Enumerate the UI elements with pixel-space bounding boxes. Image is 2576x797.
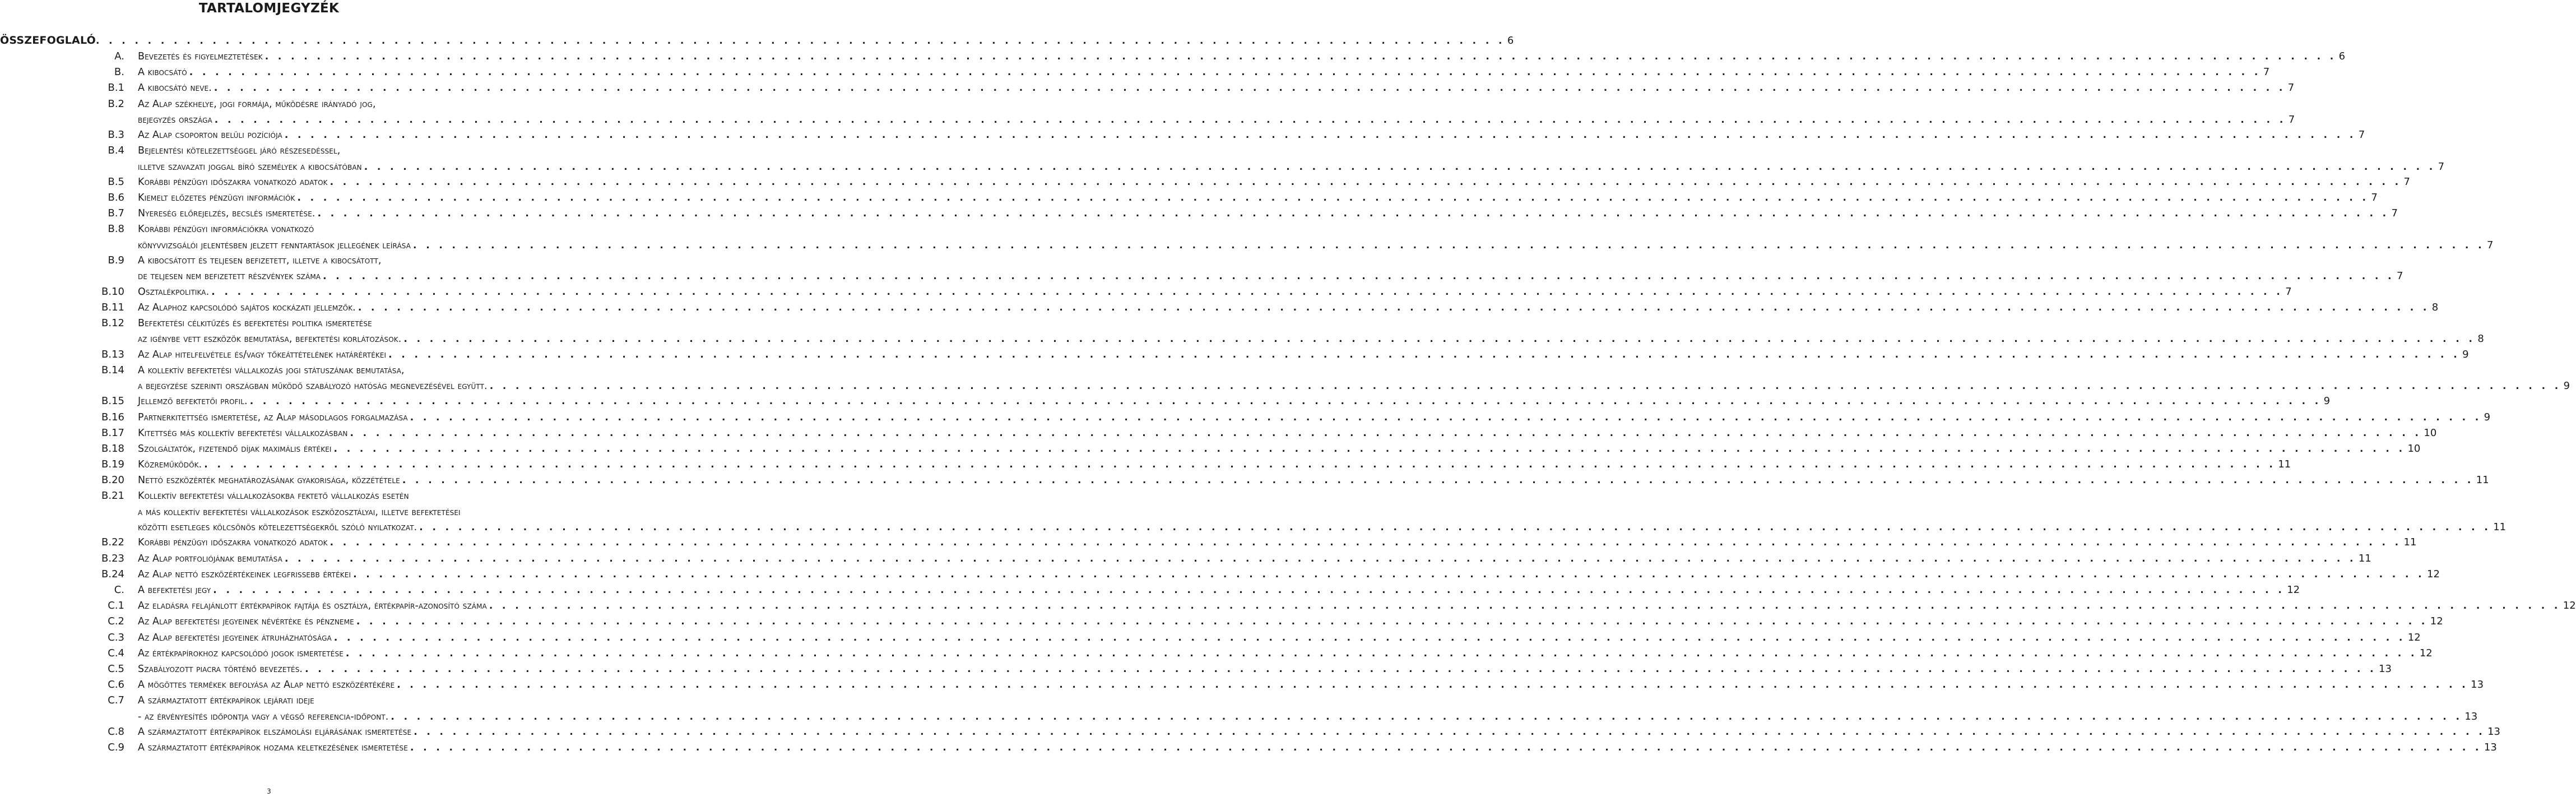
toc-entry-continuation-row[interactable] bbox=[0, 238, 2494, 253]
toc-entry-page: 13 bbox=[2487, 725, 2501, 738]
toc-entry-title: Jellemző befektetői profil. bbox=[138, 396, 248, 407]
toc-entry-title: Az Alap nettó eszközértékeinek legfrissebb értékei bbox=[138, 568, 351, 580]
toc-entry-page: 7 bbox=[2391, 207, 2398, 220]
toc-entry-number: B.9 bbox=[108, 254, 124, 267]
toc-entry-number: B.1 bbox=[108, 82, 124, 94]
toc-entry-number: B.19 bbox=[101, 458, 124, 471]
toc-entry-number: B.20 bbox=[101, 474, 124, 486]
toc-entry-number: B.18 bbox=[101, 442, 124, 455]
toc-entry-page: 7 bbox=[2397, 270, 2403, 282]
toc-entry-page: 7 bbox=[2438, 160, 2445, 173]
toc-entry-page: 12 bbox=[2427, 568, 2440, 580]
toc-entry-row[interactable] bbox=[0, 740, 2497, 756]
toc-entry-title: Az Alap befektetési jegyeinek átruházhatósága bbox=[138, 632, 332, 643]
toc-entry-page: 7 bbox=[2403, 175, 2410, 188]
toc-entry-continuation-row[interactable] bbox=[0, 709, 2478, 724]
toc-entry-row[interactable] bbox=[0, 441, 2421, 457]
leader-dots: . . . . . . . . . . . . . . . . . . . . . . . . . . . . . . . . . . . . . . . . . . . . . . . . . . . . . . . . . . . . . . . . . . . . . . . . . . . . . . . . . . . . . . . . . . . . . . . . . . . . . . . . . . . . . . . . . . . . . . . . . . . . . . . . . . . . . . . . . . . . . . . . . . . . . . . . . . . . . . . . bbox=[333, 443, 2406, 455]
toc-entry-page: 13 bbox=[2464, 710, 2478, 722]
leader-dots: . . . . . . . . . . . . . . . . . . . . . . . . . . . . . . . . . . . . . . . . . . . . . . . . . . . . . . . . . . . . . . . . . . . . . . . . . . . . . . . . . . . . . . . . . . . . . . . . . . . . . . . . . . . . . . . . . . . . . . . . . . . . . . . . . . . . . . . . . . . . . . . . . . . . . . . . . . . . . . . . bbox=[353, 568, 2425, 580]
toc-entry-title: A kibocsátó bbox=[138, 67, 187, 78]
toc-entry-row[interactable] bbox=[0, 457, 2291, 472]
toc-entry-page: 11 bbox=[2476, 474, 2489, 486]
toc-entry-title: A származtatott értékpapírok lejárati ideje bbox=[138, 695, 314, 707]
toc-entry-row[interactable] bbox=[0, 206, 2398, 221]
toc-entry-title: Szolgáltatók, fizetendő díjak maximális értékei bbox=[138, 443, 332, 455]
toc-entry-row[interactable] bbox=[0, 143, 538, 159]
toc-entry-title: Az Alap portfoliójának bemutatása bbox=[138, 553, 282, 564]
toc-entry-title: a bejegyzése szerinti országban működő szabályozó hatóság megnevezésével együtt. bbox=[138, 380, 488, 392]
toc-entry-page: 9 bbox=[2323, 395, 2331, 407]
toc-entry-page: 11 bbox=[2403, 536, 2417, 549]
toc-entry-number: B.24 bbox=[101, 568, 124, 580]
toc-entry-title: Befektetési célkitűzés és befektetési politika ismertetése bbox=[138, 318, 372, 329]
toc-entry-page: 11 bbox=[2358, 552, 2371, 564]
toc-entry-title: Korábbi pénzügyi időszakra vonatkozó adatok bbox=[138, 176, 328, 188]
toc-entry-title: Az Alaphoz kapcsolódó sajátos kockázati jellemzők. bbox=[138, 302, 356, 313]
toc-entry-number: B.6 bbox=[108, 192, 124, 204]
toc-entry-number: B.16 bbox=[101, 411, 124, 423]
toc-entry-page: 6 bbox=[2338, 50, 2346, 62]
leader-dots: . . . . . . . . . . . . . . . . . . . . . . . . . . . . . . . . . . . . . . . . . . . . . . . . . . . . . . . . . . . . . . . . . . . . . . . . . . . . . . . . . . . . . . . . . . . . . . . . . . . . . . . . . . . . . . . . . . . . . . . . . . . . . . . . . . . . . . . . . . . . . . . . . . . . . . . . . . . . . . . . bbox=[214, 114, 2286, 126]
toc-entry-title: Bejelentési kötelezettséggel járó részesedéssel, bbox=[138, 145, 341, 157]
leader-dots: . . . . . . . . . . . . . . . . . . . . . . . . . . . . . . . . . . . . . . . . . . . . . . . . . . . . . . . . . . . . . . . . . . . . . . . . . . . . . . . . . . . . . . . . . . . . . . . . . . . . . . . . . . . . . . . . . . . . . . . . . . . . . . . . . . . . . . . . . . . . . . . . . . . . . . . . . . . . . . . . bbox=[329, 176, 2402, 188]
toc-entry-title: Nettó eszközérték meghatározásának gyakorisága, közzététele bbox=[138, 475, 400, 486]
summary-label: ÖSSZEFOGLALÓ bbox=[0, 34, 96, 47]
toc-entry-title: Osztalékpolitika. bbox=[138, 286, 210, 298]
toc-entry-number: B.14 bbox=[101, 364, 124, 376]
toc-entry-continuation-row[interactable] bbox=[0, 268, 2403, 284]
toc-entry-title: A kibocsátó neve. bbox=[138, 82, 212, 94]
toc-entry-number: B. bbox=[114, 66, 124, 78]
leader-dots: . . . . . . . . . . . . . . . . . . . . . . . . . . . . . . . . . . . . . . . . . . . . . . . . . . . . . . . . . . . . . . . . . . . . . . . . . . . . . . . . . . . . . . . . . . . . . . . . . . . . . . . . . . . . . . . . . . . . . . . . . . . . . . . . . . . . . . . . . . . . . . . . . . . . . . . . . . . . . . . . bbox=[414, 726, 2486, 738]
toc-entry-number: B.15 bbox=[101, 395, 124, 407]
toc-entry-row[interactable] bbox=[0, 598, 2576, 614]
toc-entry-page: 7 bbox=[2263, 66, 2270, 78]
toc-entry-title: A származtatott értékpapírok hozama keletkezésének ismertetése bbox=[138, 742, 408, 754]
toc-entry-page: 13 bbox=[2379, 662, 2392, 675]
toc-entry-page: 8 bbox=[2431, 301, 2439, 313]
toc-entry-row[interactable] bbox=[0, 253, 538, 268]
toc-entry-number: B.12 bbox=[101, 317, 124, 329]
toc-entry-title: Kollektív befektetési vállalkozásokba fektető vállalkozás esetén bbox=[138, 490, 409, 502]
leader-dots: . . . . . . . . . . . . . . . . . . . . . . . . . . . . . . . . . . . . . . . . . . . . . . . . . . . . . . . . . . . . . . . . . . . . . . . . . . . . . . . . . . . . . . . . . . . . . . . . . . . . . . . . . . . . . . . . . . . . . . . . . . . . . . . . . . . . . . . . . . . . . . . . . . . . . . . . . . . . . . . . bbox=[410, 742, 2482, 754]
toc-entry-continuation-row[interactable] bbox=[0, 378, 2570, 393]
toc-entry-title: Az Alap csoporton belüli pozíciója bbox=[138, 129, 282, 141]
toc-entry-title: bejegyzés országa bbox=[138, 114, 212, 126]
toc-entry-title: illetve szavazati joggal bíró személyek a kibocsátóban bbox=[138, 161, 362, 173]
toc-entry-number: B.23 bbox=[101, 552, 124, 564]
leader-dots: . . . . . . . . . . . . . . . . . . . . . . . . . . . . . . . . . . . . . . . . . . . . . . . . . . . . . . . . . . . . . . . . . . . . . . . . . . . . . . . . . . . . . . . . . . . . . . . . . . . . . . . . . . . . . . . . . . . . . . . . . . . . . . . . . . . . . . . . . . . . . . . . . . . . . . . . . . . . . . . . bbox=[213, 585, 2285, 596]
toc-entry-row[interactable] bbox=[0, 677, 2484, 693]
toc-entry-title: Szabályozott piacra történő bevezetés. bbox=[138, 663, 303, 675]
toc-entry-title: Közreműködők. bbox=[138, 459, 202, 471]
toc-entry-title: Az Alap székhelye, jogi formája, működésre irányadó jog, bbox=[138, 98, 376, 110]
toc-entry-number: B.5 bbox=[108, 175, 124, 188]
toc-entry-title: a más kollektív befektetési vállalkozások eszközosztályai, illetve befektetései bbox=[138, 506, 461, 518]
leader-dots: . . . . . . . . . . . . . . . . . . . . . . . . . . . . . . . . . . . . . . . . . . . . . . . . . . . . . . . . . . . . . . . . . . . . . . . . . . . . . . . . . . . . . . . . . . . . . . . . . . . . . . . . . . . . . . . . . . . . . . . . . . . . . . . . . . . . . . . . . . . . . . . . . . . . . . . . . . . . . . . . bbox=[305, 663, 2377, 675]
toc-entry-continuation-row[interactable] bbox=[0, 331, 2484, 346]
toc-entry-page: 7 bbox=[2486, 239, 2494, 251]
toc-entry-title: A befektetési jegy bbox=[138, 585, 211, 596]
toc-entry-page: 7 bbox=[2288, 113, 2295, 126]
toc-entry-page: 10 bbox=[2424, 427, 2437, 439]
leader-dots: . . . . . . . . . . . . . . . . . . . . . . . . . . . . . . . . . . . . . . . . . . . . . . . . . . . . . . . . . . . . . . . . . . . . . . . . . . . . . . . . . . . . . . . . . . . . . . . . . . . . . . . . . . . . . . . . . . . . . . . . . . . . . . . . . . . . . . . . . . . . . . . . . . . . . . . . . . . . . . . . bbox=[264, 51, 2337, 62]
toc-entry-number: C.6 bbox=[108, 679, 124, 691]
toc-entry-page: 11 bbox=[2278, 458, 2291, 471]
leader-dots: . . . . . . . . . . . . . . . . . . . . . . . . . . . . . . . . . . . . . . . . . . . . . . . . . . . . . . . . . . . . . . . . . . . . . . . . . . . . . . . . . . . . . . . . . . . . . . . . . . . . . . . . . . . . . . . . . . . . . . . . . . . . . . . . . . . . . . . . . . . . . . . . . . . . . . . . . . . . . . . . bbox=[358, 302, 2430, 313]
toc-entry-row[interactable] bbox=[0, 80, 2295, 96]
toc-entry-page: 12 bbox=[2407, 631, 2421, 643]
leader-dots: . . . . . . . . . . . . . . . . . . . . . . . . . . . . . . . . . . . . . . . . . . . . . . . . . . . . . . . . . . . . . . . . . . . . . . . . . . . . . . . . . . . . . . . . . . . . . . . . . . . . . . . . . . . . . . . . . . . . . . . . . . . . . . . . . . . . . . . . . . . . . . . . . . . . . . . . . . . . . . . . bbox=[249, 396, 2322, 407]
leader-dots: . . . . . . . . . . . . . . . . . . . . . . . . . . . . . . . . . . . . . . . . . . . . . . . . . . . . . . . . . . . . . . . . . . . . . . . . . . . . . . . . . . . . . . . . . . . . . . . . . . . . . . . . . . . . . . . . . . . . . . . . . . . . . . . . . . . . . . . . . . . . . . . . . . . . . . . . . . . . . . . . bbox=[402, 475, 2474, 486]
toc-entry-row[interactable] bbox=[0, 174, 2410, 190]
leader-dots: . . . . . . . . . . . . . . . . . . . . . . . . . . . . . . . . . . . . . . . . . . . . . . . . . . . . . . . . . . . . . . . . . . . . . . . . . . . . . . . . . . . . . . . . . . . . . . . . . . . . . . . . . . . . . bbox=[95, 35, 1505, 47]
toc-entry-number: B.3 bbox=[108, 129, 124, 141]
toc-entry-title: Az Alap befektetési jegyeinek névértéke és pénzneme bbox=[138, 616, 354, 628]
toc-entry-number: B.22 bbox=[101, 536, 124, 549]
toc-entry-page: 12 bbox=[2287, 584, 2300, 596]
leader-dots: . . . . . . . . . . . . . . . . . . . . . . . . . . . . . . . . . . . . . . . . . . . . . . . . . . . . . . . . . . . . . . . . . . . . . . . . . . . . . . . . . . . . . . . . . . . . . . . . . . . . . . . . . . . . . . . . . . . . . . . . . . . . . . . . . . . . . . . . . . . . . . . . . . . . . . . . . . . . . . . . bbox=[413, 239, 2485, 251]
toc-entry-number: B.2 bbox=[108, 98, 124, 110]
toc-entry-page: 8 bbox=[2477, 333, 2484, 345]
toc-entry-row[interactable] bbox=[0, 393, 2331, 409]
toc-entry-row[interactable] bbox=[0, 300, 2439, 316]
toc-entry-row[interactable] bbox=[0, 64, 2270, 80]
toc-entry-title: de teljesen nem befizetett részvények száma bbox=[138, 271, 321, 282]
toc-entry-number: B.11 bbox=[101, 301, 124, 313]
toc-entry-number: B.10 bbox=[101, 285, 124, 298]
leader-dots: . . . . . . . . . . . . . . . . . . . . . . . . . . . . . . . . . . . . . . . . . . . . . . . . . . . . . . . . . . . . . . . . . . . . . . . . . . . . . . . . . . . . . . . . . . . . . . . . . . . . . . . . . . . . . . . . . . . . . . . . . . . . . . . . . . . . . . . . . . . . . . . . . . . . . . . . . . . . . . . . bbox=[489, 380, 2561, 392]
leader-dots: . . . . . . . . . . . . . . . . . . . . . . . . . . . . . . . . . . . . . . . . . . . . . . . . . . . . . . . . . . . . . . . . . . . . . . . . . . . . . . . . . . . . . . . . . . . . . . . . . . . . . . . . . . . . . . . . . . . . . . . . . . . . . . . . . . . . . . . . . . . . . . . . . . . . . . . . . . . . . . . . bbox=[403, 333, 2476, 345]
toc-entry-row[interactable] bbox=[0, 661, 2392, 677]
page-title: TARTALOMJEGYZÉK bbox=[198, 1, 340, 16]
leader-dots: . . . . . . . . . . . . . . . . . . . . . . . . . . . . . . . . . . . . . . . . . . . . . . . . . . . . . . . . . . . . . . . . . . . . . . . . . . . . . . . . . . . . . . . . . . . . . . . . . . . . . . . . . . . . . . . . . . . . . . . . . . . . . . . . . . . . . . . . . . . . . . . . . . . . . . . . . . . . . . . . bbox=[204, 459, 2276, 471]
toc-entry-row[interactable] bbox=[0, 567, 2440, 582]
toc-entry-row[interactable] bbox=[0, 316, 538, 331]
toc-entry-page: 7 bbox=[2287, 82, 2295, 94]
toc-entry-number: C.8 bbox=[108, 725, 124, 738]
toc-entry-page: 7 bbox=[2358, 129, 2365, 141]
toc-entry-page: 9 bbox=[2484, 411, 2491, 423]
toc-entry-page: 13 bbox=[2484, 742, 2497, 754]
toc-entry-number: B.8 bbox=[108, 223, 124, 235]
toc-entry-title: Kitettség más kollektív befektetési vállalkozásban bbox=[138, 427, 348, 439]
leader-dots: . . . . . . . . . . . . . . . . . . . . . . . . . . . . . . . . . . . . . . . . . . . . . . . . . . . . . . . . . . . . . . . . . . . . . . . . . . . . . . . . . . . . . . . . . . . . . . . . . . . . . . . . . . . . . . . . . . . . . . . . . . . . . . . . . . . . . . . . . . . . . . . . . . . . . . . . . . . . . . . . bbox=[397, 679, 2469, 691]
toc-entry-page: 12 bbox=[2563, 600, 2576, 612]
summary-page: 6 bbox=[1507, 35, 1514, 47]
toc-summary-row[interactable] bbox=[0, 33, 1514, 49]
toc-entry-title: Korábbi pénzügyi időszakra vonatkozó adatok bbox=[138, 537, 328, 549]
toc-entry-row[interactable] bbox=[0, 724, 2501, 740]
toc-entry-title: A mögöttes termékek befolyása az Alap nettó eszközértékére bbox=[138, 679, 395, 691]
toc-entry-row[interactable] bbox=[0, 472, 2489, 488]
toc-entry-page: 13 bbox=[2471, 679, 2484, 691]
toc-entry-row[interactable] bbox=[0, 488, 538, 504]
toc-entry-page: 10 bbox=[2407, 442, 2421, 455]
toc-entry-row[interactable] bbox=[0, 49, 2346, 64]
leader-dots: . . . . . . . . . . . . . . . . . . . . . . . . . . . . . . . . . . . . . . . . . . . . . . . . . . . . . . . . . . . . . . . . . . . . . . . . . . . . . . . . . . . . . . . . . . . . . . . . . . . . . . . . . . . . . . . . . . . . . . . . . . . . . . . . . . . . . . . . . . . . . . . . . . . . . . . . . . . . . . . . bbox=[356, 616, 2428, 628]
toc-entry-page: 12 bbox=[2430, 615, 2443, 628]
toc-entry-continuation-row[interactable] bbox=[0, 504, 538, 520]
leader-dots: . . . . . . . . . . . . . . . . . . . . . . . . . . . . . . . . . . . . . . . . . . . . . . . . . . . . . . . . . . . . . . . . . . . . . . . . . . . . . . . . . . . . . . . . . . . . . . . . . . . . . . . . . . . . . . . . . . . . . . . . . . . . . . . . . . . . . . . . . . . . . . . . . . . . . . . . . . . . . . . . bbox=[333, 632, 2406, 643]
toc-entry-number: C.2 bbox=[108, 615, 124, 628]
toc-entry-page: 7 bbox=[2285, 285, 2292, 298]
toc-entry-title: Az eladásra felajánlott értékpapírok fajtája és osztálya, értékpapír-azonosító száma bbox=[138, 600, 487, 612]
leader-dots: . . . . . . . . . . . . . . . . . . . . . . . . . . . . . . . . . . . . . . . . . . . . . . . . . . . . . . . . . . . . . . . . . . . . . . . . . . . . . . . . . . . . . . . . . . . . . . . . . . . . . . . . . . . . . . . . . . . . . . . . . . . . . . . . . . . . . . . . . . . . . . . . . . . . . . . . . . . . . . . . bbox=[323, 271, 2394, 282]
toc-entry-row[interactable] bbox=[0, 582, 2300, 598]
toc-entry-title: könyvvizsgálói jelentésben jelzett fenntartások jellegének leírása bbox=[138, 239, 411, 251]
toc-entry-page: 12 bbox=[2419, 647, 2433, 659]
toc-entry-number: B.13 bbox=[101, 348, 124, 360]
toc-entry-row[interactable] bbox=[0, 646, 2433, 661]
toc-entry-continuation-row[interactable] bbox=[0, 159, 2445, 174]
toc-entry-continuation-row[interactable] bbox=[0, 112, 2295, 127]
toc-entry-page: 9 bbox=[2563, 379, 2570, 392]
leader-dots: . . . . . . . . . . . . . . . . . . . . . . . . . . . . . . . . . . . . . . . . . . . . . . . . . . . . . . . . . . . . . . . . . . . . . . . . . . . . . . . . . . . . . . . . . . . . . . . . . . . . . . . . . . . . . . . . . . . . . . . . . . . . . . . . . . . . . . . . . . . . . . . . . . . . . . . . . . . . . . . . bbox=[213, 82, 2286, 94]
leader-dots: . . . . . . . . . . . . . . . . . . . . . . . . . . . . . . . . . . . . . . . . . . . . . . . . . . . . . . . . . . . . . . . . . . . . . . . . . . . . . . . . . . . . . . . . . . . . . . . . . . . . . . . . . . . . . . . . . . . . . . . . . . . . . . . . . . . . . . . . . . . . . . . . . . . . . . . . . . . . . . . . bbox=[391, 711, 2463, 722]
leader-dots: . . . . . . . . . . . . . . . . . . . . . . . . . . . . . . . . . . . . . . . . . . . . . . . . . . . . . . . . . . . . . . . . . . . . . . . . . . . . . . . . . . . . . . . . . . . . . . . . . . . . . . . . . . . . . . . . . . . . . . . . . . . . . . . . . . . . . . . . . . . . . . . . . . . . . . . . . . . . . . . . bbox=[317, 208, 2389, 220]
leader-dots: . . . . . . . . . . . . . . . . . . . . . . . . . . . . . . . . . . . . . . . . . . . . . . . . . . . . . . . . . . . . . . . . . . . . . . . . . . . . . . . . . . . . . . . . . . . . . . . . . . . . . . . . . . . . . . . . . . . . . . . . . . . . . . . . . . . . . . . . . . . . . . . . . . . . . . . . . . . . . . . . bbox=[350, 427, 2422, 439]
page-number: 3 bbox=[267, 787, 271, 795]
leader-dots: . . . . . . . . . . . . . . . . . . . . . . . . . . . . . . . . . . . . . . . . . . . . . . . . . . . . . . . . . . . . . . . . . . . . . . . . . . . . . . . . . . . . . . . . . . . . . . . . . . . . . . . . . . . . . . . . . . . . . . . . . . . . . . . . . . . . . . . . . . . . . . . . . . . . . . . . . . . . . . . . bbox=[345, 647, 2417, 659]
toc-entry-title: A származtatott értékpapírok elszámolási eljárásának ismertetése bbox=[138, 726, 412, 738]
toc-entry-number: B.21 bbox=[101, 490, 124, 502]
toc-entry-row[interactable] bbox=[0, 535, 2417, 550]
toc-entry-page: 7 bbox=[2371, 192, 2378, 204]
toc-entry-page: 9 bbox=[2462, 348, 2469, 360]
table-of-contents bbox=[0, 33, 2576, 756]
leader-dots: . . . . . . . . . . . . . . . . . . . . . . . . . . . . . . . . . . . . . . . . . . . . . . . . . . . . . . . . . . . . . . . . . . . . . . . . . . . . . . . . . . . . . . . . . . . . . . . . . . . . . . . . . . . . . . . . . . . . . . . . . . . . . . . . . . . . . . . . . . . . . . . . . . . . . . . . . . . . . . . . bbox=[364, 161, 2436, 173]
toc-entry-title: Az Alap hitelfelvétele és/vagy tőkeáttételének határértékei bbox=[138, 349, 387, 360]
toc-entry-title: - az érvényesítés időpontja vagy a végső referencia-időpont. bbox=[138, 711, 389, 722]
toc-entry-title: Partnerkitettség ismertetése, az Alap másodlagos forgalmazása bbox=[138, 411, 408, 423]
toc-entry-title: Korábbi pénzügyi információkra vonatkozó bbox=[138, 224, 314, 235]
toc-entry-number: A. bbox=[114, 50, 124, 62]
toc-entry-row[interactable] bbox=[0, 190, 2378, 206]
toc-entry-number: C.1 bbox=[108, 600, 124, 612]
toc-entry-row[interactable] bbox=[0, 347, 2469, 363]
leader-dots: . . . . . . . . . . . . . . . . . . . . . . . . . . . . . . . . . . . . . . . . . . . . . . . . . . . . . . . . . . . . . . . . . . . . . . . . . . . . . . . . . . . . . . . . . . . . . . . . . . . . . . . . . . . . . . . . . . . . . . . . . . . . . . . . . . . . . . . . . . . . . . . . . . . . . . . . . . . . . . . . bbox=[284, 129, 2356, 141]
toc-entry-number: C.4 bbox=[108, 647, 124, 659]
leader-dots: . . . . . . . . . . . . . . . . . . . . . . . . . . . . . . . . . . . . . . . . . . . . . . . . . . . . . . . . . . . . . . . . . . . . . . . . . . . . . . . . . . . . . . . . . . . . . . . . . . . . . . . . . . . . . . . . . . . . . . . . . . . . . . . . . . . . . . . . . . . . . . . . . . . . . . . . . . . . . . . . bbox=[410, 411, 2482, 423]
leader-dots: . . . . . . . . . . . . . . . . . . . . . . . . . . . . . . . . . . . . . . . . . . . . . . . . . . . . . . . . . . . . . . . . . . . . . . . . . . . . . . . . . . . . . . . . . . . . . . . . . . . . . . . . . . . . . . . . . . . . . . . . . . . . . . . . . . . . . . . . . . . . . . . . . . . . . . . . . . . . . . . . bbox=[189, 67, 2261, 78]
toc-entry-number: B.4 bbox=[108, 145, 124, 157]
leader-dots: . . . . . . . . . . . . . . . . . . . . . . . . . . . . . . . . . . . . . . . . . . . . . . . . . . . . . . . . . . . . . . . . . . . . . . . . . . . . . . . . . . . . . . . . . . . . . . . . . . . . . . . . . . . . . . . . . . . . . . . . . . . . . . . . . . . . . . . . . . . . . . . . . . . . . . . . . . . . . . . . bbox=[329, 537, 2402, 549]
toc-entry-number: C.9 bbox=[108, 742, 124, 754]
toc-entry-title: Az értékpapírokhoz kapcsolódó jogok ismertetése bbox=[138, 647, 344, 659]
toc-entry-row[interactable] bbox=[0, 551, 2371, 567]
toc-entry-title: Nyereség előrejelzés, becslés ismertetése. bbox=[138, 208, 315, 220]
toc-entry-row[interactable] bbox=[0, 630, 2421, 646]
toc-entry-number: C. bbox=[114, 584, 124, 596]
toc-entry-number: C.3 bbox=[108, 631, 124, 643]
toc-entry-title: A kollektív befektetési vállalkozás jogi státuszának bemutatása, bbox=[138, 364, 405, 376]
toc-entry-row[interactable] bbox=[0, 284, 2292, 300]
toc-entry-title: közötti esetleges kölcsönös kötelezettségekről szóló nyilatkozat. bbox=[138, 522, 417, 534]
toc-entry-row[interactable] bbox=[0, 614, 2443, 629]
toc-entry-title: az igénybe vett eszközök bemutatása, befektetési korlátozások. bbox=[138, 333, 402, 345]
toc-entry-row[interactable] bbox=[0, 127, 2365, 143]
toc-entry-continuation-row[interactable] bbox=[0, 520, 2507, 535]
leader-dots: . . . . . . . . . . . . . . . . . . . . . . . . . . . . . . . . . . . . . . . . . . . . . . . . . . . . . . . . . . . . . . . . . . . . . . . . . . . . . . . . . . . . . . . . . . . . . . . . . . . . . . . . . . . . . . . . . . . . . . . . . . . . . . . . . . . . . . . . . . . . . . . . . . . . . . . . . . . . . . . . bbox=[419, 522, 2491, 534]
toc-entry-row[interactable] bbox=[0, 693, 538, 708]
toc-entry-page: 11 bbox=[2493, 521, 2507, 534]
leader-dots: . . . . . . . . . . . . . . . . . . . . . . . . . . . . . . . . . . . . . . . . . . . . . . . . . . . . . . . . . . . . . . . . . . . . . . . . . . . . . . . . . . . . . . . . . . . . . . . . . . . . . . . . . . . . . . . . . . . . . . . . . . . . . . . . . . . . . . . . . . . . . . . . . . . . . . . . . . . . . . . . bbox=[489, 600, 2561, 612]
toc-entry-row[interactable] bbox=[0, 425, 2437, 441]
toc-entry-row[interactable] bbox=[0, 363, 538, 378]
leader-dots: . . . . . . . . . . . . . . . . . . . . . . . . . . . . . . . . . . . . . . . . . . . . . . . . . . . . . . . . . . . . . . . . . . . . . . . . . . . . . . . . . . . . . . . . . . . . . . . . . . . . . . . . . . . . . . . . . . . . . . . . . . . . . . . . . . . . . . . . . . . . . . . . . . . . . . . . . . . . . . . . bbox=[211, 286, 2283, 298]
toc-entry-number: B.7 bbox=[108, 207, 124, 220]
toc-entry-number: C.5 bbox=[108, 662, 124, 675]
leader-dots: . . . . . . . . . . . . . . . . . . . . . . . . . . . . . . . . . . . . . . . . . . . . . . . . . . . . . . . . . . . . . . . . . . . . . . . . . . . . . . . . . . . . . . . . . . . . . . . . . . . . . . . . . . . . . . . . . . . . . . . . . . . . . . . . . . . . . . . . . . . . . . . . . . . . . . . . . . . . . . . . bbox=[297, 192, 2369, 204]
toc-entry-number: C.7 bbox=[108, 694, 124, 707]
toc-entry-title: Bevezetés és figyelmeztetések bbox=[138, 51, 263, 62]
toc-entry-title: A kibocsátott és teljesen befizetett, illetve a kibocsátott, bbox=[138, 255, 382, 267]
leader-dots: . . . . . . . . . . . . . . . . . . . . . . . . . . . . . . . . . . . . . . . . . . . . . . . . . . . . . . . . . . . . . . . . . . . . . . . . . . . . . . . . . . . . . . . . . . . . . . . . . . . . . . . . . . . . . . . . . . . . . . . . . . . . . . . . . . . . . . . . . . . . . . . . . . . . . . . . . . . . . . . . bbox=[388, 349, 2461, 360]
toc-entry-number: B.17 bbox=[101, 427, 124, 439]
toc-entry-title: Kiemelt előzetes pénzügyi információk bbox=[138, 192, 295, 204]
toc-entry-row[interactable] bbox=[0, 221, 538, 237]
toc-entry-row[interactable] bbox=[0, 96, 538, 112]
toc-entry-row[interactable] bbox=[0, 410, 2491, 425]
leader-dots: . . . . . . . . . . . . . . . . . . . . . . . . . . . . . . . . . . . . . . . . . . . . . . . . . . . . . . . . . . . . . . . . . . . . . . . . . . . . . . . . . . . . . . . . . . . . . . . . . . . . . . . . . . . . . . . . . . . . . . . . . . . . . . . . . . . . . . . . . . . . . . . . . . . . . . . . . . . . . . . . bbox=[284, 553, 2356, 564]
